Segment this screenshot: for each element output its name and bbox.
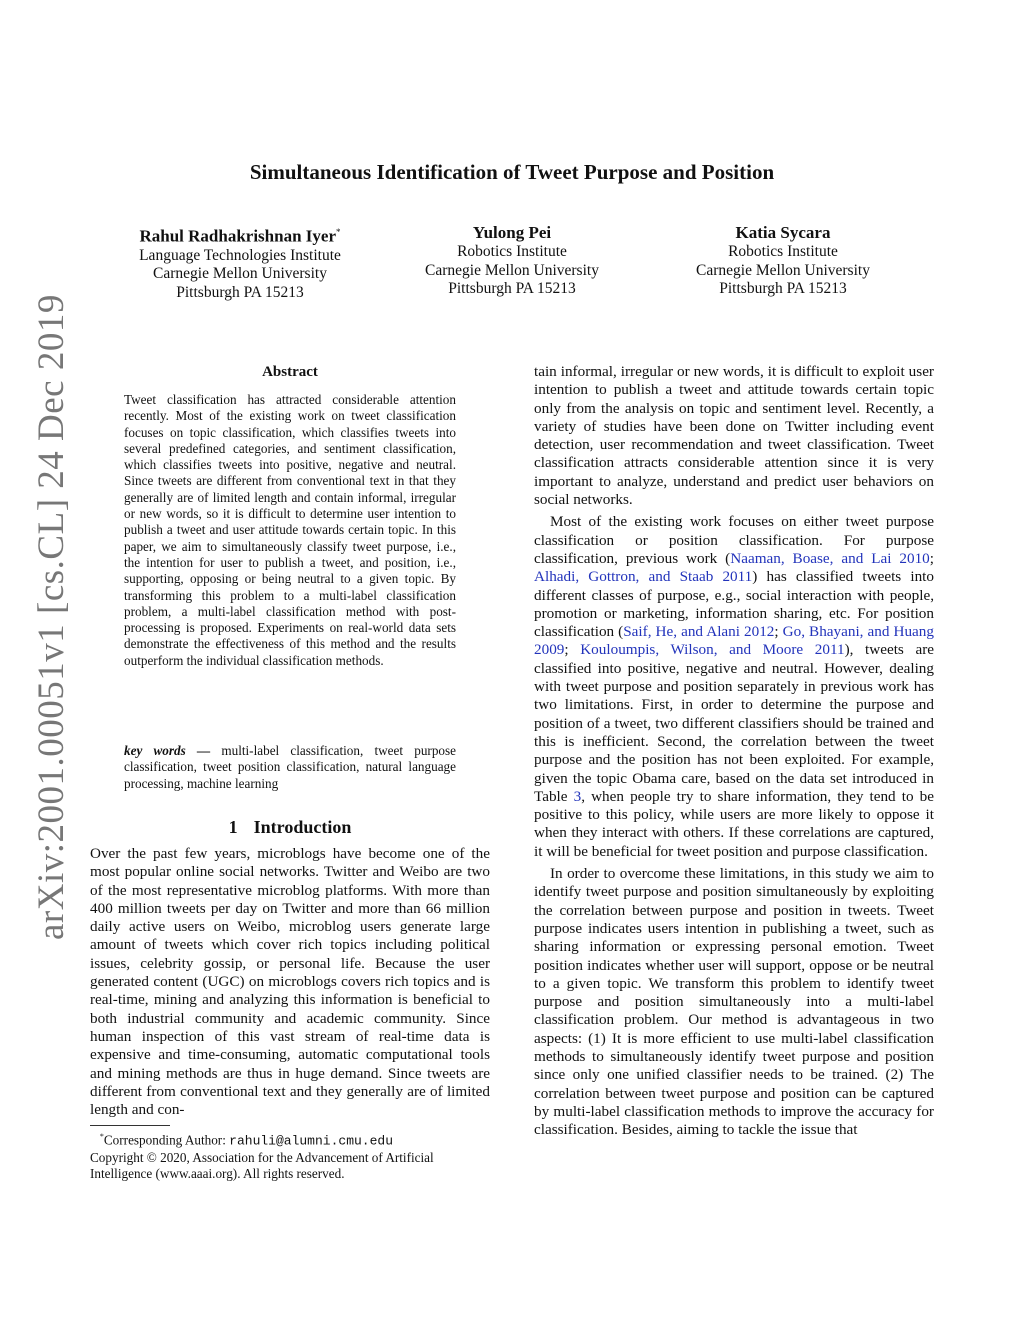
citation-go-2009[interactable]: Go, Bhayani, and Huang 2009 xyxy=(534,623,934,659)
citation-naaman-2010[interactable]: Naaman, Boase, and Lai 2010 xyxy=(730,549,930,567)
abstract-text: Tweet classification has attracted considerable attention recently. Most of the existing work on tweet classification focuses on topic classification, which classifies tweets into several predefined categories, and sentiment classification, which classifies tweets into positive, negative and neutral. Since tweets are different from conventional text in that they generally are of limited length and contain informal, irregular or new words, so it is difficult to determine user intention to publish a tweet and user attitude towards certain topic. In this paper, we aim to simultaneously classify tweet purpose, i.e., the intention for user to publish a tweet, and position, i.e., supporting, opposing or being neutral to a given topic. By transforming this problem to a multi-label classification problem, a multi-label classification method with post-processing is proposed. Experiments on real-world data sets demonstrate the effectiveness of this method and the results outperform the individual classification methods. xyxy=(124,392,456,668)
right-paragraph-2: Most of the existing work focuses on either tweet purpose classification or position classification. For purpose classification, previous work (Naaman, Boase, and Lai 2010; Alhadi, Gottron, and Staab 2011) has classified tweets into different classes of purpose, e.g., social interaction with people, promotion or marketing, information sharing, etc. For position classification (Saif, He, and Alani 2012; Go, Bhayani, and Huang 2009; Kouloumpis, Wilson, and Moore 2011), tweets are classified into positive, negative and neutral. However, dealing with tweet purpose and position separately in previous work has two limitations. First, in order to determine the purpose and position of a tweet, two different classifiers should be trained and this is inefficient. Second, the correlation between the tweet purpose and the position has not been exploited. For example, given the topic Obama care, based on the data set introduced in Table 3, when people try to share information, they tend to be positive to this policy, while users are more likely to oppose it when they interact with others. If these correlations are captured, it will be beneficial for tweet position and purpose classification. xyxy=(534,513,934,860)
author-university-2: Carnegie Mellon University xyxy=(425,261,599,279)
keywords-label: key words — xyxy=(124,743,211,758)
author-block-2 xyxy=(382,222,642,299)
author-name-2: Yulong Pei xyxy=(472,223,552,242)
table-reference-link[interactable]: 3 xyxy=(573,787,582,805)
arxiv-stamp: arXiv:2001.00051v1 [cs.CL] 24 Dec 2019 xyxy=(31,294,72,940)
author-address-3: Pittsburgh PA 15213 xyxy=(719,280,847,297)
author-name-1: Rahul Radhakrishnan Iyer* xyxy=(139,226,341,246)
author-university-3: Carnegie Mellon University xyxy=(696,261,870,279)
citation-saif-2012[interactable]: Saif, He, and Alani 2012 xyxy=(623,623,775,641)
corresponding-author: *Corresponding Author: rahuli@alumni.cmu.edu xyxy=(99,1132,393,1149)
right-paragraph-1: tain informal, irregular or new words, it is difficult to exploit user intention to publish a tweet and attitude towards certain topic only from the analysis on topic and sentiment level. Recently, a variety of studies have been done on Twitter including event detection, user recommendation and tweet classification. Tweet classification attracts considerable attention since it is very important to analyze, understand and predict user behaviors on social networks. xyxy=(534,363,934,509)
footnote xyxy=(90,1129,490,1183)
footnote-rule xyxy=(90,1125,170,1126)
author-address-2: Pittsburgh PA 15213 xyxy=(448,280,576,297)
author-block-3 xyxy=(653,222,913,299)
section-title: Introduction xyxy=(253,817,352,837)
paper-title: Simultaneous Identification of Tweet Purpose and Position xyxy=(249,160,775,184)
keywords-list: multi-label classification, tweet purpose classification, tweet position classification, natural language processing, machine learning xyxy=(124,743,456,791)
author-affiliation-1: Language Technologies Institute xyxy=(139,246,341,264)
author-affiliation-3: Robotics Institute xyxy=(728,243,838,260)
citation-alhadi-2011[interactable]: Alhadi, Gottron, and Staab 2011 xyxy=(534,568,753,586)
author-block-1 xyxy=(110,222,370,302)
section-heading xyxy=(90,817,490,838)
citation-kouloumpis-2011[interactable]: Kouloumpis, Wilson, and Moore 2011 xyxy=(580,641,845,659)
intro-paragraph: Over the past few years, microblogs have become one of the most popular online social networks. Twitter and Weibo are two of the most representative microblog platforms. With more than 400 million tweets per day on Twitter and more than 66 million daily active users on Weibo, microblog users generate large amount of tweets which cover rich topics including political issues, celebrity gossip, or personal life. Because the user generated content (UGC) on microblogs covers rich topics and is real-time, mining and analyzing this information is beneficial to both industrial community and academic community. Since human inspection of this vast stream of real-time data is expensive and time-consuming, automatic computational tools and mining methods are thus in huge demand. Since tweets are different from conventional text and they generally are of limited length and con- xyxy=(90,845,490,1119)
section-number: 1 xyxy=(228,817,238,837)
author-address-1: Pittsburgh PA 15213 xyxy=(176,283,304,301)
right-paragraph-3: In order to overcome these limitations, in this study we aim to identify tweet purpose and position simultaneously by exploiting the correlation between purpose and position in tweets. Tweet purpose indicates users intention in publishing a tweet, such as sharing information or expressing personal emotion. Tweet position indicates whether user will support, oppose or be neutral to a given topic. We transform this problem to identify tweet purpose and position simultaneously into a multi-label classification problem. Our method is advantageous in two aspects: (1) It is more efficient to use multi-label classification methods to simultaneously identify tweet purpose and position since only one unified classifier needs to be trained. (2) The correlation between tweet purpose and position can be captured by multi-label classification methods to improve the accuracy for classification. Besides, aiming to tackle the issue that xyxy=(534,865,934,1139)
abstract-heading: Abstract xyxy=(262,364,318,380)
author-name-3: Katia Sycara xyxy=(735,223,831,242)
author-university-1: Carnegie Mellon University xyxy=(153,265,327,283)
author-email-link[interactable]: rahuli@alumni.cmu.edu xyxy=(229,1133,393,1149)
keywords xyxy=(124,743,456,792)
author-affiliation-2: Robotics Institute xyxy=(457,243,567,260)
right-column xyxy=(534,363,934,1143)
copyright-notice: Copyright © 2020, Association for the Advancement of Artificial Intelligence (www.aaai.org). All rights reserved. xyxy=(90,1149,434,1182)
